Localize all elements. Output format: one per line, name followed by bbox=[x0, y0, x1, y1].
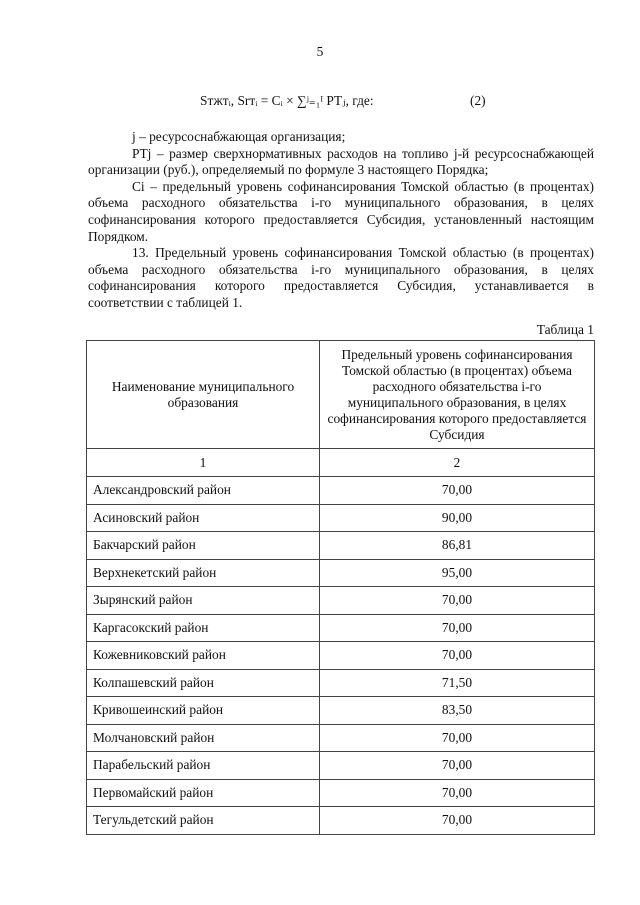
municipality-name: Зырянский район bbox=[87, 587, 320, 615]
cofinancing-level: 70,00 bbox=[320, 752, 595, 780]
municipality-name: Александровский район bbox=[87, 477, 320, 505]
cofinancing-level: 70,00 bbox=[320, 779, 595, 807]
municipality-name: Тегульдетский район bbox=[87, 807, 320, 835]
municipality-name: Кожевниковский район bbox=[87, 642, 320, 670]
cofinancing-level: 95,00 bbox=[320, 559, 595, 587]
body-text bbox=[88, 129, 594, 312]
table-row bbox=[87, 614, 595, 642]
municipality-name: Верхнекетский район bbox=[87, 559, 320, 587]
table-row bbox=[87, 697, 595, 725]
table-row bbox=[87, 559, 595, 587]
data-table bbox=[86, 340, 595, 835]
cofinancing-level: 70,00 bbox=[320, 587, 595, 615]
page-number: 5 bbox=[316, 44, 324, 59]
table-header-row bbox=[87, 341, 595, 449]
municipality-name: Кривошеинский район bbox=[87, 697, 320, 725]
table-row bbox=[87, 477, 595, 505]
paragraph: 13. Предельный уровень софинансирования Томской областью (в процентах) объема расходного обязательства i-го муниципального образования, в целях софинансирования которого предоставляется Субсидия, устанавливается в соответствии с таблицей 1. bbox=[88, 245, 594, 310]
formula bbox=[200, 93, 500, 109]
table-row bbox=[87, 724, 595, 752]
table-row bbox=[87, 532, 595, 560]
paragraph: PTj – размер сверхнормативных расходов на топливо j-й ресурсоснабжающей организации (руб.), определяемый по формуле 3 настоящего Порядка; bbox=[88, 145, 594, 178]
cofinancing-level: 86,81 bbox=[320, 532, 595, 560]
formula-number: (2) bbox=[470, 93, 486, 108]
paragraph: Ci – предельный уровень софинансирования Томской областью (в процентах) объема расходного обязательства i-го муниципального образования, в целях софинансирования которого предоставляется Субсидия, установленный настоящим Порядком. bbox=[88, 178, 594, 244]
cofinancing-level: 70,00 bbox=[320, 614, 595, 642]
cofinancing-level: 70,00 bbox=[320, 642, 595, 670]
table-row bbox=[87, 669, 595, 697]
header-cell: Предельный уровень софинансирования Томской областью (в процентах) объема расходного обязательства i-го муниципального образования, в целях софинансирования которого предоставляется Субсидия bbox=[320, 341, 595, 449]
table-row bbox=[87, 807, 595, 835]
municipality-name: Парабельский район bbox=[87, 752, 320, 780]
index-cell: 2 bbox=[320, 449, 595, 477]
cofinancing-level: 70,00 bbox=[320, 724, 595, 752]
municipality-name: Бакчарский район bbox=[87, 532, 320, 560]
cofinancing-level: 83,50 bbox=[320, 697, 595, 725]
municipality-name: Каргасокский район bbox=[87, 614, 320, 642]
cofinancing-level: 70,00 bbox=[320, 807, 595, 835]
cofinancing-level: 71,50 bbox=[320, 669, 595, 697]
cofinancing-level: 70,00 bbox=[320, 477, 595, 505]
table-row bbox=[87, 752, 595, 780]
header-cell: Наименование муниципального образования bbox=[87, 341, 320, 449]
municipality-name: Асиновский район bbox=[87, 504, 320, 532]
table-caption: Таблица 1 bbox=[536, 322, 594, 337]
municipality-name: Первомайский район bbox=[87, 779, 320, 807]
cofinancing-level: 90,00 bbox=[320, 504, 595, 532]
table-row bbox=[87, 779, 595, 807]
index-cell: 1 bbox=[87, 449, 320, 477]
table-row bbox=[87, 587, 595, 615]
table-index-row bbox=[87, 449, 595, 477]
municipality-name: Колпашевский район bbox=[87, 669, 320, 697]
paragraph: j – ресурсоснабжающая организация; bbox=[132, 129, 346, 144]
municipality-name: Молчановский район bbox=[87, 724, 320, 752]
table-row bbox=[87, 504, 595, 532]
formula-text: Sтжтᵢ, Srтᵢ = Cᵢ × ∑ʲ₌₁ᴵ PTⱼ, где: bbox=[200, 93, 374, 108]
table-row bbox=[87, 642, 595, 670]
